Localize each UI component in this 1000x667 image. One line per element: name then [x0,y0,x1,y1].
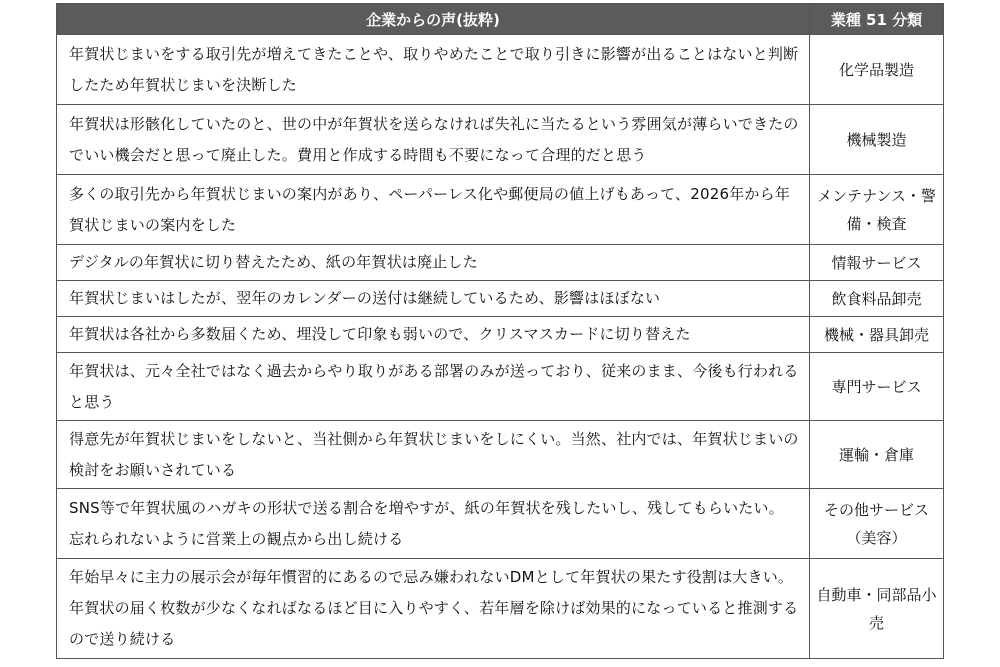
comment-cell: SNS等で年賀状風のハガキの形状で送る割合を増やすが、紙の年賀状を残したいし、残してもらいたい。忘れられないように営業上の観点から出し続ける [57,489,810,559]
comment-cell: 年始早々に主力の展示会が毎年慣習的にあるので忌み嫌われないDMとして年賀状の果たす役割は大きい。年賀状の届く枚数が少なくなればなるほど目に入りやすく、若年層を除けば効果的になっていると推測するので送り続ける [57,559,810,659]
industry-cell: 化学品製造 [810,35,944,105]
table-row [57,559,944,659]
industry-cell: 自動車・同部品小売 [810,559,944,659]
table-row [57,317,944,353]
table-row [57,353,944,421]
table-row [57,421,944,489]
comment-cell: 年賀状じまいをする取引先が増えてきたことや、取りやめたことで取り引きに影響が出ることはないと判断したため年賀状じまいを決断した [57,35,810,105]
table-row [57,245,944,281]
comment-cell: 得意先が年賀状じまいをしないと、当社側から年賀状じまいをしにくい。当然、社内では、年賀状じまいの検討をお願いされている [57,421,810,489]
industry-cell: 飲食料品卸売 [810,281,944,317]
table-row [57,281,944,317]
industry-cell: 機械・器具卸売 [810,317,944,353]
voices-table [56,3,944,659]
comment-cell: 年賀状じまいはしたが、翌年のカレンダーの送付は継続しているため、影響はほぼない [57,281,810,317]
table-row [57,35,944,105]
comment-cell: 多くの取引先から年賀状じまいの案内があり、ペーパーレス化や郵便局の値上げもあって、2026年から年賀状じまいの案内をした [57,175,810,245]
industry-cell: 専門サービス [810,353,944,421]
table-header-row [57,4,944,35]
comment-cell: 年賀状は各社から多数届くため、埋没して印象も弱いので、クリスマスカードに切り替えた [57,317,810,353]
industry-cell: 運輸・倉庫 [810,421,944,489]
industry-cell: 機械製造 [810,105,944,175]
table-row [57,489,944,559]
industry-cell: メンテナンス・警備・検査 [810,175,944,245]
header-industry: 業種 51 分類 [810,4,944,35]
table-row [57,105,944,175]
comment-cell: 年賀状は、元々全社ではなく過去からやり取りがある部署のみが送っており、従来のまま、今後も行われると思う [57,353,810,421]
industry-cell: その他サービス（美容） [810,489,944,559]
comment-cell: デジタルの年賀状に切り替えたため、紙の年賀状は廃止した [57,245,810,281]
header-comments: 企業からの声(抜粋) [57,4,810,35]
comment-cell: 年賀状は形骸化していたのと、世の中が年賀状を送らなければ失礼に当たるという雰囲気が薄らいできたのでいい機会だと思って廃止した。費用と作成する時間も不要になって合理的だと思う [57,105,810,175]
table-row [57,175,944,245]
industry-cell: 情報サービス [810,245,944,281]
